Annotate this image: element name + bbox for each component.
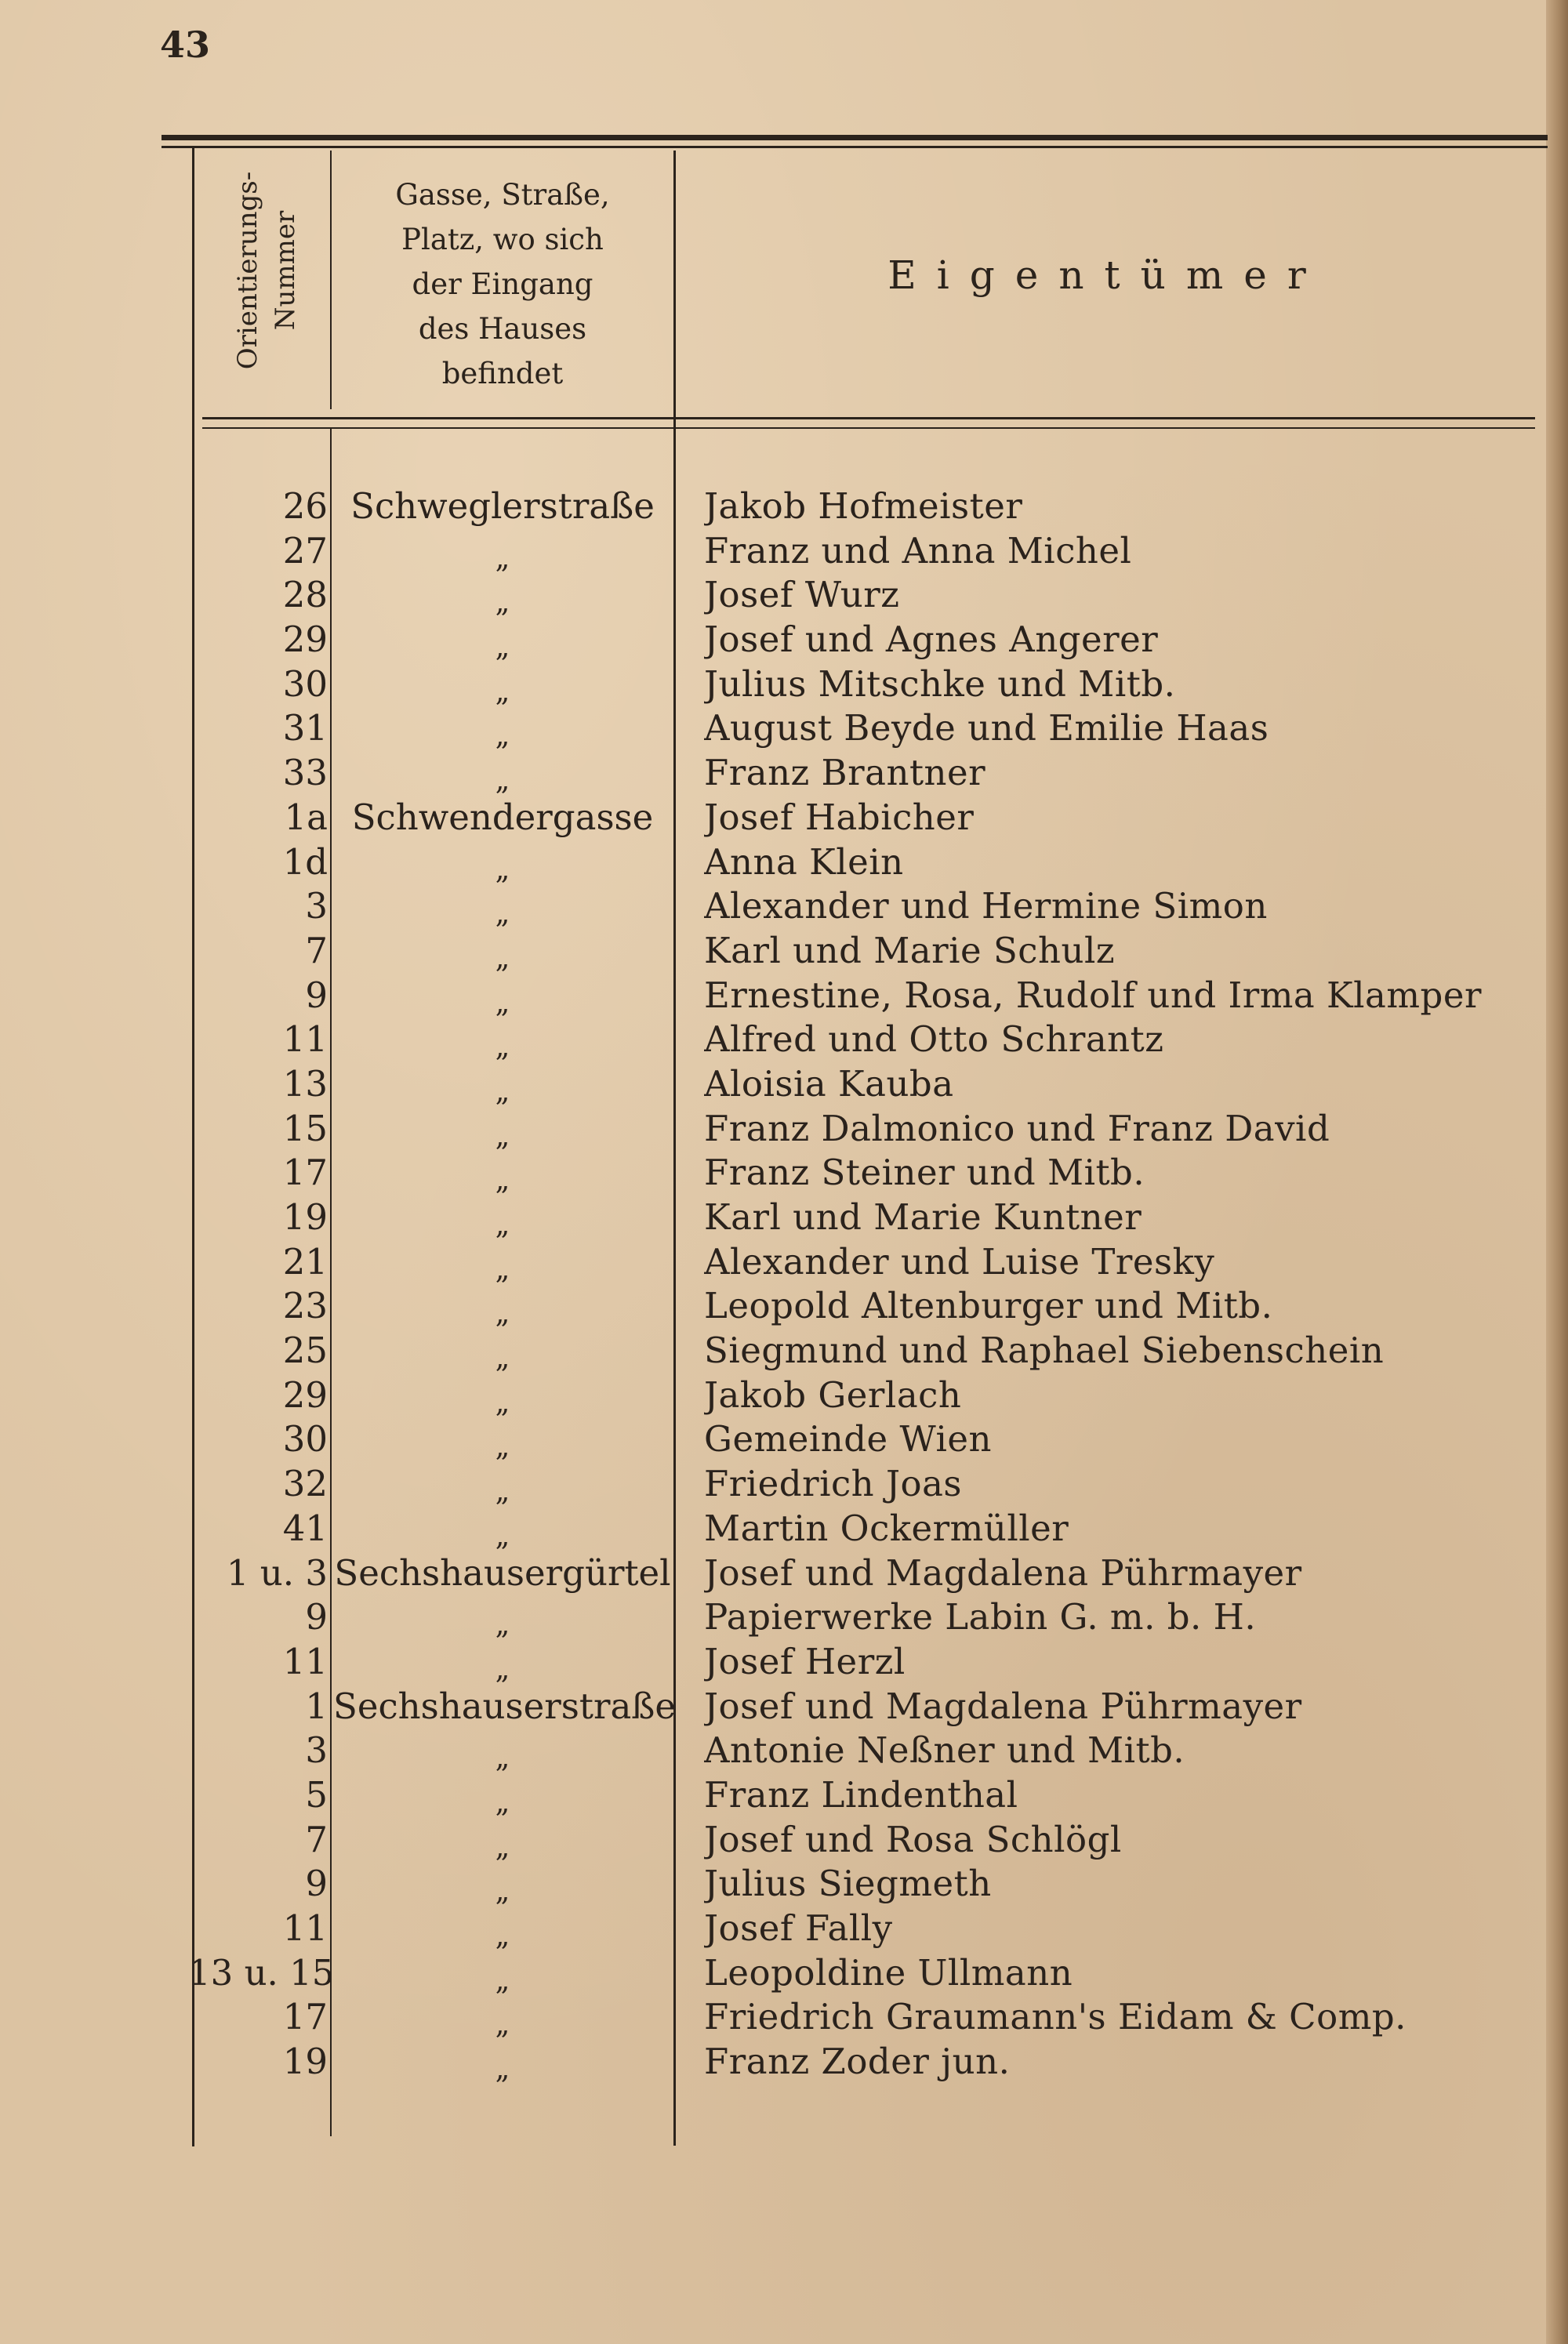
owner-cell: Alexander und Hermine Simon <box>704 885 1268 927</box>
house-number-cell: 30 <box>282 1418 328 1460</box>
owner-cell: Anna Klein <box>704 840 904 883</box>
owner-cell: Josef Wurz <box>704 574 900 616</box>
house-number-cell: 31 <box>282 707 328 749</box>
table-row <box>0 484 1568 529</box>
ditto-mark-cell: „ <box>495 2008 510 2041</box>
house-number-cell: 41 <box>282 1507 328 1549</box>
owner-cell: Ernestine, Rosa, Rudolf und Irma Klamper <box>704 974 1483 1016</box>
owner-cell: Leopold Altenburger und Mitb. <box>704 1285 1273 1327</box>
owner-cell: Franz Steiner und Mitb. <box>704 1152 1145 1194</box>
owner-cell: Franz Brantner <box>704 752 986 794</box>
header-street-line: der Eingang <box>412 267 593 301</box>
ditto-mark-cell: „ <box>495 1119 510 1152</box>
table-row <box>0 1862 1568 1907</box>
ditto-mark-cell: „ <box>495 1431 510 1464</box>
street-name-cell: Schweglerstraße <box>350 485 655 527</box>
table-row <box>0 1507 1568 1551</box>
house-number-cell: 1 u. 3 <box>226 1551 328 1594</box>
table-row <box>0 1062 1568 1107</box>
table-row <box>0 884 1568 929</box>
house-number-cell: 19 <box>282 2041 328 2083</box>
table-row <box>0 662 1568 707</box>
house-number-cell: 21 <box>282 1240 328 1283</box>
ditto-mark-cell: „ <box>495 942 510 974</box>
house-number-cell: 1d <box>282 840 328 883</box>
ditto-mark-cell: „ <box>495 675 510 708</box>
header-street-column <box>333 172 672 396</box>
ditto-mark-cell: „ <box>495 1475 510 1508</box>
house-number-cell: 23 <box>282 1285 328 1327</box>
ditto-mark-cell: „ <box>495 586 510 619</box>
house-number-cell: 9 <box>305 974 328 1016</box>
ditto-mark-cell: „ <box>495 1075 510 1108</box>
street-name-cell: Schwendergasse <box>351 796 654 838</box>
owner-cell: Siegmund und Raphael Siebenschein <box>704 1330 1385 1372</box>
house-number-cell: 13 u. 15 <box>188 1951 335 1994</box>
house-number-cell: 27 <box>282 529 328 571</box>
owner-cell: Alexander und Luise Tresky <box>704 1240 1215 1283</box>
owner-cell: Martin Ockermüller <box>704 1507 1069 1549</box>
owner-cell: Franz Dalmonico und Franz David <box>704 1107 1330 1149</box>
ditto-mark-cell: „ <box>495 1031 510 1064</box>
header-number-label <box>229 141 304 400</box>
house-number-cell: 7 <box>305 1818 328 1860</box>
street-name-cell: Sechshausergürtel <box>334 1551 671 1594</box>
ditto-mark-cell: „ <box>495 1253 510 1286</box>
header-street-line: des Hauses <box>418 312 587 346</box>
house-number-cell: 26 <box>282 485 328 527</box>
table-row <box>0 1951 1568 1996</box>
table-row <box>0 1995 1568 2040</box>
ditto-mark-cell: „ <box>495 1342 510 1375</box>
house-number-cell: 30 <box>282 662 328 705</box>
house-number-cell: 3 <box>305 1729 328 1772</box>
table-row <box>0 1329 1568 1373</box>
house-number-cell: 17 <box>282 1996 328 2038</box>
table-row <box>0 1284 1568 1329</box>
ditto-mark-cell: „ <box>495 1519 510 1552</box>
ditto-mark-cell: „ <box>495 1786 510 1819</box>
table-row <box>0 1417 1568 1462</box>
house-number-cell: 11 <box>282 1640 328 1682</box>
ditto-mark-cell: „ <box>495 764 510 797</box>
ditto-mark-cell: „ <box>495 1653 510 1685</box>
ditto-mark-cell: „ <box>495 720 510 753</box>
top-rule-thin <box>162 146 1548 148</box>
owner-cell: Alfred und Otto Schrantz <box>704 1018 1164 1061</box>
owner-table-body <box>0 484 1568 2085</box>
house-number-cell: 33 <box>282 752 328 794</box>
house-number-cell: 5 <box>305 1773 328 1816</box>
table-row <box>0 1595 1568 1640</box>
ditto-mark-cell: „ <box>495 1209 510 1241</box>
table-row <box>0 1640 1568 1685</box>
house-number-cell: 25 <box>282 1330 328 1372</box>
ditto-mark-cell: „ <box>495 1964 510 1997</box>
house-number-cell: 17 <box>282 1152 328 1194</box>
owner-cell: Gemeinde Wien <box>704 1418 992 1460</box>
house-number-cell: 7 <box>305 929 328 971</box>
house-number-cell: 32 <box>282 1463 328 1505</box>
house-number-cell: 13 <box>282 1062 328 1105</box>
ditto-mark-cell: „ <box>495 1609 510 1642</box>
house-number-cell: 11 <box>282 1907 328 1949</box>
table-row <box>0 1729 1568 1773</box>
table-row <box>0 1107 1568 1152</box>
owner-cell: Antonie Neßner und Mitb. <box>704 1729 1185 1772</box>
table-row <box>0 1773 1568 1818</box>
house-number-cell: 1a <box>284 796 328 838</box>
page-number: 43 <box>160 24 211 66</box>
owner-cell: Aloisia Kauba <box>704 1062 954 1105</box>
header-number-line1: Orientierungs- <box>232 171 263 370</box>
owner-cell: Jakob Hofmeister <box>704 485 1023 527</box>
house-number-cell: 3 <box>305 885 328 927</box>
owner-cell: Josef Habicher <box>704 796 975 838</box>
header-street-line: befindet <box>441 357 564 390</box>
owner-cell: Julius Mitschke und Mitb. <box>704 662 1176 705</box>
ditto-mark-cell: „ <box>495 1297 510 1330</box>
owner-cell: Franz Lindenthal <box>704 1773 1018 1816</box>
header-street-line: Gasse, Straße, <box>395 178 610 212</box>
table-row <box>0 1373 1568 1418</box>
owner-cell: Karl und Marie Kuntner <box>704 1196 1142 1238</box>
header-street-line: Platz, wo sich <box>401 223 604 256</box>
table-row <box>0 1196 1568 1240</box>
table-row <box>0 1907 1568 1951</box>
owner-cell: Papierwerke Labin G. m. b. H. <box>704 1596 1257 1638</box>
table-row <box>0 1151 1568 1196</box>
table-row <box>0 840 1568 885</box>
owner-cell: August Beyde und Emilie Haas <box>704 707 1269 749</box>
owner-cell: Franz Zoder jun. <box>704 2041 1011 2083</box>
top-rule-thick <box>162 135 1548 140</box>
house-number-cell: 29 <box>282 1373 328 1416</box>
header-number-column <box>196 141 337 400</box>
house-number-cell: 19 <box>282 1196 328 1238</box>
table-row <box>0 929 1568 974</box>
owner-cell: Josef und Agnes Angerer <box>704 619 1159 661</box>
header-owner-column: Eigentümer <box>887 252 1327 298</box>
ditto-mark-cell: „ <box>495 631 510 664</box>
ditto-mark-cell: „ <box>495 1386 510 1419</box>
ditto-mark-cell: „ <box>495 1742 510 1775</box>
table-row <box>0 618 1568 662</box>
street-name-cell: Sechshauserstraße <box>333 1685 676 1727</box>
table-row <box>0 706 1568 751</box>
owner-cell: Karl und Marie Schulz <box>704 929 1116 971</box>
table-row <box>0 1462 1568 1507</box>
table-row <box>0 1685 1568 1729</box>
ditto-mark-cell: „ <box>495 1875 510 1908</box>
table-row <box>0 2040 1568 2085</box>
table-row <box>0 573 1568 618</box>
table-row <box>0 1551 1568 1596</box>
ditto-mark-cell: „ <box>495 1831 510 1863</box>
owner-cell: Josef und Rosa Schlögl <box>704 1818 1122 1860</box>
owner-cell: Julius Siegmeth <box>704 1863 992 1905</box>
owner-cell: Friedrich Graumann's Eidam & Comp. <box>704 1996 1406 2038</box>
table-row <box>0 974 1568 1018</box>
house-number-cell: 1 <box>305 1685 328 1727</box>
table-row <box>0 1018 1568 1062</box>
house-number-cell: 9 <box>305 1863 328 1905</box>
owner-cell: Franz und Anna Michel <box>704 529 1132 571</box>
owner-cell: Josef und Magdalena Pührmayer <box>704 1551 1302 1594</box>
house-number-cell: 28 <box>282 574 328 616</box>
header-rule-upper <box>202 417 1535 419</box>
owner-cell: Josef Fally <box>704 1907 893 1949</box>
table-row <box>0 529 1568 574</box>
owner-cell: Friedrich Joas <box>704 1463 963 1505</box>
header-number-line2: Nummer <box>270 210 301 331</box>
house-number-cell: 15 <box>282 1107 328 1149</box>
owner-cell: Leopoldine Ullmann <box>704 1951 1073 1994</box>
owner-cell: Josef und Magdalena Pührmayer <box>704 1685 1302 1727</box>
table-row <box>0 1240 1568 1285</box>
house-number-cell: 11 <box>282 1018 328 1061</box>
ditto-mark-cell: „ <box>495 542 510 575</box>
ditto-mark-cell: „ <box>495 2053 510 2086</box>
ditto-mark-cell: „ <box>495 898 510 931</box>
ditto-mark-cell: „ <box>495 1920 510 1952</box>
owner-cell: Jakob Gerlach <box>704 1373 962 1416</box>
ditto-mark-cell: „ <box>495 1164 510 1197</box>
ditto-mark-cell: „ <box>495 986 510 1019</box>
house-number-cell: 9 <box>305 1596 328 1638</box>
ditto-mark-cell: „ <box>495 853 510 886</box>
table-row <box>0 1818 1568 1863</box>
header-rule-lower <box>202 427 1535 429</box>
table-row <box>0 751 1568 796</box>
owner-cell: Josef Herzl <box>704 1640 906 1682</box>
table-row <box>0 796 1568 840</box>
house-number-cell: 29 <box>282 619 328 661</box>
